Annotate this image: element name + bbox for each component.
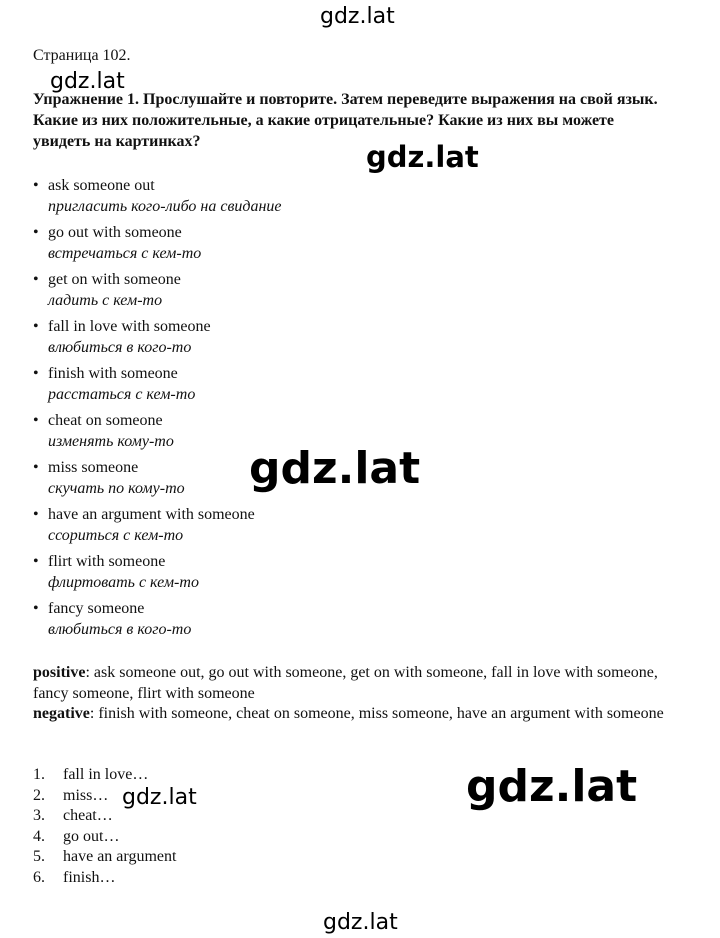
answer-number: 5. [33, 848, 45, 865]
answer-text: go out… [63, 827, 120, 845]
vocab-item [33, 363, 282, 410]
bullet: • [33, 506, 39, 523]
answer-item [33, 827, 176, 848]
bullet: • [33, 412, 39, 429]
negative-text: : finish with someone, cheat on someone, miss someone, have an argument with someone [89, 705, 664, 722]
answer-text: fall in love… [63, 766, 149, 783]
answer-text: miss… [63, 786, 109, 804]
vocab-english: ask someone out [48, 177, 155, 194]
vocabulary-list [33, 175, 282, 645]
vocab-item [33, 504, 282, 551]
exercise-instruction: Упражнение 1. Прослушайте и повторите. Затем переведите выражения на свой язык. Какие из них положительные, а какие отрицательные? Какие из них вы можете увидеть на картинках? [33, 91, 658, 150]
vocab-item [33, 222, 282, 269]
answer-text: cheat… [63, 807, 113, 824]
vocab-translation: изменять кому-то [48, 433, 174, 450]
vocab-translation: флиртовать с кем-то [48, 574, 199, 591]
negative-line [33, 704, 673, 725]
watermark: gdz.lat [50, 69, 125, 94]
bullet: • [33, 271, 39, 288]
vocab-english: finish with someone [48, 365, 178, 382]
bullet: • [33, 224, 39, 241]
bullet: • [33, 600, 39, 617]
vocab-translation: влюбиться в кого-то [48, 621, 192, 638]
watermark-top: gdz.lat [320, 4, 395, 29]
vocab-item [33, 598, 282, 645]
answer-item [33, 847, 176, 868]
vocab-english: fall in love with someone [48, 318, 211, 335]
vocab-english: miss someone [48, 459, 139, 476]
answer-summary [33, 663, 673, 725]
answer-number: 2. [33, 786, 45, 804]
positive-label: positive [33, 664, 86, 681]
positive-line [33, 663, 673, 704]
watermark: gdz.lat [249, 443, 421, 494]
bullet: • [33, 459, 39, 476]
bullet: • [33, 318, 39, 335]
answer-item [33, 868, 176, 889]
watermark: gdz.lat [466, 761, 638, 812]
bullet: • [33, 177, 39, 194]
vocab-item [33, 457, 282, 504]
watermark: gdz.lat [122, 785, 197, 810]
vocab-translation: пригласить кого-либо на свидание [48, 198, 282, 215]
vocab-item [33, 175, 282, 222]
vocab-english: cheat on someone [48, 412, 163, 429]
vocab-translation: влюбиться в кого-то [48, 339, 192, 356]
vocab-english: flirt with someone [48, 553, 166, 570]
vocab-item [33, 551, 282, 598]
vocab-item [33, 316, 282, 363]
answer-number: 6. [33, 868, 45, 886]
answer-item [33, 765, 176, 786]
vocab-translation: ладить с кем-то [48, 292, 163, 309]
vocab-english: go out with someone [48, 224, 182, 241]
answer-number: 1. [33, 766, 45, 783]
answer-number: 4. [33, 827, 45, 845]
answer-text: finish… [63, 868, 116, 886]
negative-label: negative [33, 705, 90, 722]
positive-text: : ask someone out, go out with someone, get on with someone, fall in love with someone, fancy someone, flirt with someone [33, 664, 658, 702]
vocab-translation: встречаться с кем-то [48, 245, 202, 262]
watermark: gdz.lat [366, 140, 479, 174]
watermark-bottom: gdz.lat [323, 910, 398, 935]
vocab-translation: ссориться с кем-то [48, 527, 184, 544]
vocab-translation: расстаться с кем-то [48, 386, 196, 403]
picture-answers-list [33, 765, 176, 888]
vocab-item [33, 410, 282, 457]
bullet: • [33, 365, 39, 382]
answer-text: have an argument [63, 848, 177, 865]
page-label: Страница 102. [33, 47, 131, 64]
bullet: • [33, 553, 39, 570]
vocab-english: have an argument with someone [48, 506, 255, 523]
vocab-english: fancy someone [48, 600, 145, 617]
vocab-item [33, 269, 282, 316]
vocab-translation: скучать по кому-то [48, 480, 185, 497]
vocab-english: get on with someone [48, 271, 181, 288]
answer-number: 3. [33, 807, 45, 824]
